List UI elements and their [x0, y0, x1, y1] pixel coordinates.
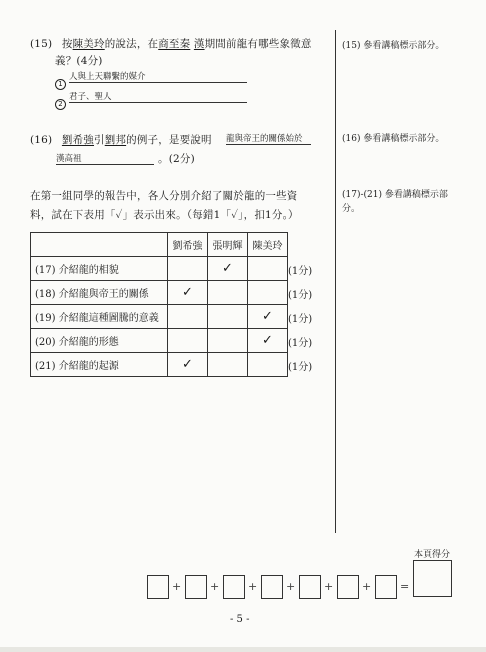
q15-answer-2	[55, 91, 112, 110]
q16-name2: 劉邦	[104, 134, 127, 146]
q15-line1	[30, 36, 312, 51]
q15-answer-1	[55, 71, 146, 90]
score-box[interactable]	[261, 575, 283, 599]
q16-tail: 。(2分)	[158, 153, 195, 165]
answer-text: 君子、聖人	[69, 90, 247, 103]
check-cell: ✓	[168, 353, 208, 377]
check-cell: ✓	[248, 305, 288, 329]
table-row	[31, 257, 288, 281]
scan-edge	[0, 647, 486, 652]
plus-sign: +	[362, 580, 372, 593]
q17-21-marking-note-line2: 分。	[342, 204, 361, 214]
q16-name1: 劉希強	[61, 134, 95, 146]
intro-line1: 在第一組同學的報告中，各人分別介紹了關於龍的一些資	[30, 190, 298, 202]
q15-text-mid1: 的說法，在	[104, 38, 159, 50]
row-points: (1分)	[288, 362, 313, 373]
check-cell: ✓	[168, 281, 208, 305]
answer-number: 2	[55, 99, 66, 110]
row-points: (1分)	[288, 266, 313, 277]
row-item: (19) 介紹龍這種圖騰的意義	[31, 305, 168, 329]
q16-answer-line1: 龍與帝王的關係始於	[226, 132, 311, 145]
q15-marking-note: (15) 參看講稿標示部分。	[342, 41, 445, 51]
q16-verb: 引	[94, 134, 105, 146]
page-total-score-box[interactable]	[413, 560, 452, 597]
check-cell	[168, 329, 208, 353]
table-corner-cell	[31, 233, 168, 257]
table-row	[31, 353, 288, 377]
score-box[interactable]	[223, 575, 245, 599]
q16-answer-line2: 漢高祖	[56, 152, 154, 165]
row-points: (1分)	[288, 338, 313, 349]
check-cell	[168, 305, 208, 329]
q15-text-pre: 按	[61, 38, 73, 50]
plus-sign: +	[324, 580, 334, 593]
table-header-row	[31, 233, 288, 257]
check-cell	[208, 353, 248, 377]
page-number: - 5 -	[230, 614, 250, 625]
check-cell	[248, 353, 288, 377]
header-name: 劉希強	[168, 233, 208, 257]
q16-number: (16)	[30, 134, 53, 146]
q15-number: (15)	[30, 38, 53, 50]
answer-text: 人與上天聯繫的媒介	[69, 70, 247, 83]
header-name: 張明輝	[208, 233, 248, 257]
plus-sign: +	[248, 580, 258, 593]
q15-name: 陳美玲	[72, 38, 105, 50]
intro-line2: 料，試在下表用「✓」表示出來。（每錯1「✓」，扣1分。）	[30, 209, 299, 221]
score-box[interactable]	[147, 575, 169, 599]
score-box[interactable]	[337, 575, 359, 599]
check-cell	[208, 281, 248, 305]
page-score-label: 本頁得分	[414, 550, 451, 560]
row-points: (1分)	[288, 290, 313, 301]
q17-21-marking-note-line1: (17)-(21) 參看講稿標示部	[342, 190, 448, 200]
plus-sign: +	[172, 580, 182, 593]
check-cell	[248, 257, 288, 281]
table-row	[31, 281, 288, 305]
check-cell: ✓	[208, 257, 248, 281]
check-cell: ✓	[248, 329, 288, 353]
score-box[interactable]	[185, 575, 207, 599]
plus-sign: +	[286, 580, 296, 593]
table-row	[31, 329, 288, 353]
table-row	[31, 305, 288, 329]
q15-dynasty2: 漢	[193, 38, 205, 50]
answer-number: 1	[55, 79, 66, 90]
q15-text-mid2: 期間前龍有哪些象徵意	[204, 38, 312, 50]
q16-line1	[30, 132, 212, 147]
plus-sign: +	[210, 580, 220, 593]
column-divider	[335, 30, 336, 533]
header-name: 陳美玲	[248, 233, 288, 257]
q15-line2: 義？(4分)	[55, 55, 103, 67]
check-cell	[168, 257, 208, 281]
score-box[interactable]	[299, 575, 321, 599]
check-cell	[248, 281, 288, 305]
row-item: (17) 介紹龍的相貌	[31, 257, 168, 281]
row-item: (21) 介紹龍的起源	[31, 353, 168, 377]
row-item: (20) 介紹龍的形態	[31, 329, 168, 353]
check-cell	[208, 329, 248, 353]
row-points: (1分)	[288, 314, 313, 325]
q16-marking-note: (16) 參看講稿標示部分。	[342, 134, 445, 144]
q16-text-mid: 的例子，是要說明	[126, 134, 212, 146]
equals-sign: =	[400, 580, 410, 593]
score-box[interactable]	[375, 575, 397, 599]
speaker-topic-table	[30, 232, 288, 377]
q15-dynasty1: 商至秦	[158, 38, 191, 50]
check-cell	[208, 305, 248, 329]
row-item: (18) 介紹龍與帝王的關係	[31, 281, 168, 305]
